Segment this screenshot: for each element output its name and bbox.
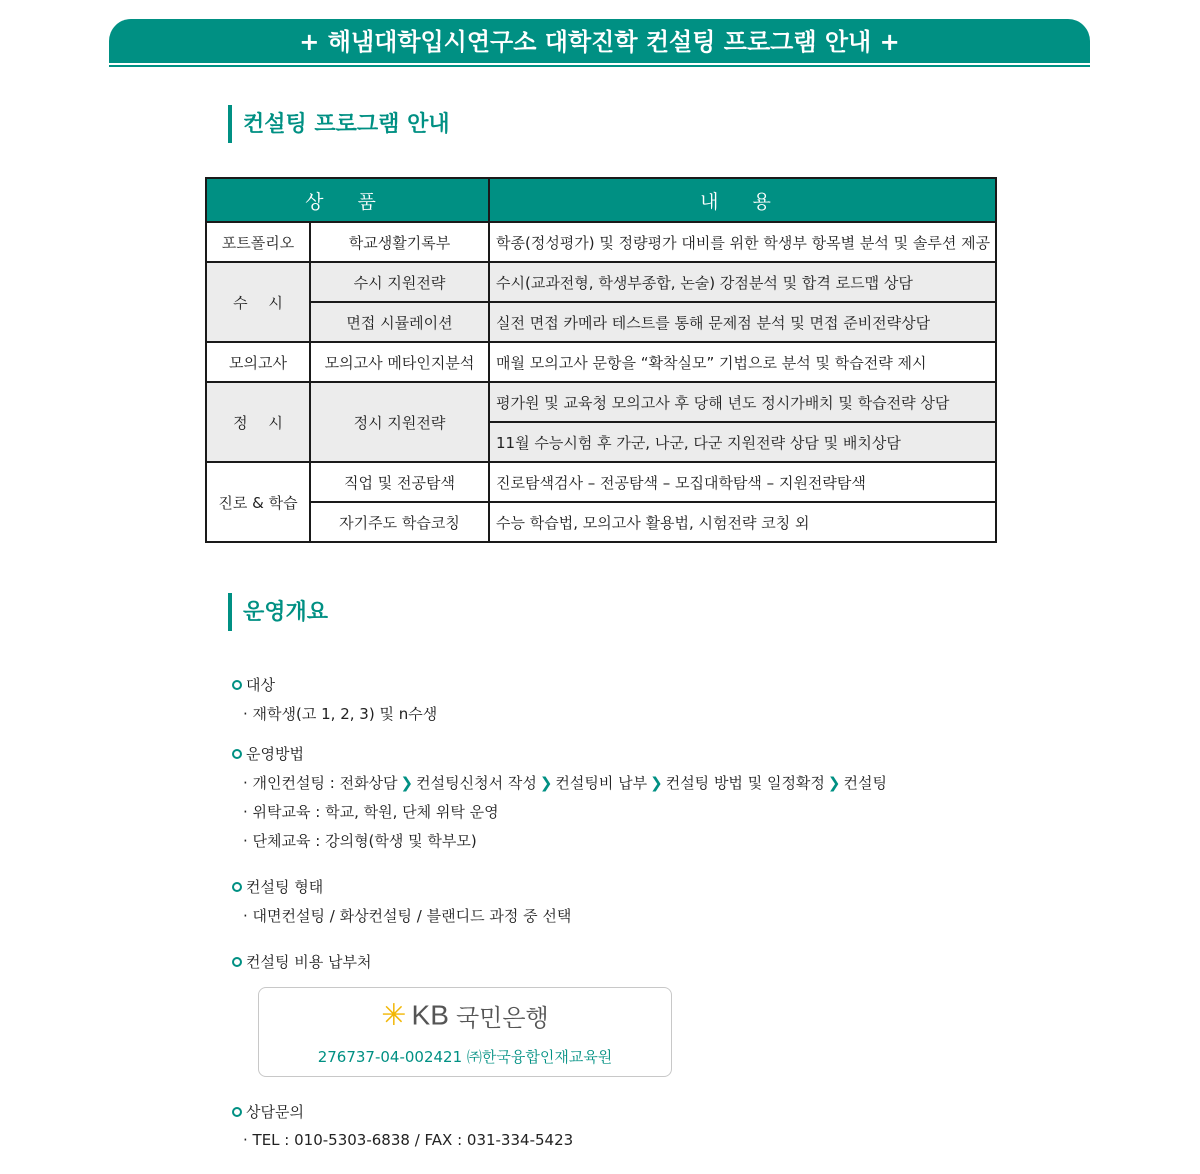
content-cell: 실전 면접 카메라 테스트를 통해 문제점 분석 및 면접 준비전략상담 xyxy=(489,302,996,342)
method-step: 컨설팅 방법 및 일정확정 xyxy=(665,774,825,792)
table-header-row xyxy=(206,178,996,222)
category-cell: 진로 & 학습 xyxy=(206,462,310,542)
method-item: · 위탁교육 : 학교, 학원, 단체 위탁 운영 xyxy=(243,803,499,821)
product-cell: 직업 및 전공탐색 xyxy=(310,462,489,502)
content-cell: 학종(정성평가) 및 정량평가 대비를 위한 학생부 항목별 분석 및 솔루션 제공 xyxy=(489,222,996,262)
method-label-text: 운영방법 xyxy=(246,745,304,763)
method-step: 컨설팅 xyxy=(843,774,887,792)
payment-label-text: 컨설팅 비용 납부처 xyxy=(246,953,372,971)
table-row xyxy=(206,262,996,302)
table-row xyxy=(206,342,996,382)
kb-logo-text: KB xyxy=(411,999,449,1031)
product-cell: 정시 지원전략 xyxy=(310,382,489,462)
account-number: 276737-04-002421 ㈜한국융합인재교육원 xyxy=(317,1048,613,1066)
table-row xyxy=(206,502,996,542)
table-row xyxy=(206,302,996,342)
content-cell: 수시(교과전형, 학생부종합, 논술) 강점분석 및 합격 로드맵 상담 xyxy=(489,262,996,302)
product-cell: 자기주도 학습코칭 xyxy=(310,502,489,542)
circle-bullet-icon xyxy=(232,957,242,967)
overview-contact-label xyxy=(232,1101,304,1122)
product-cell: 수시 지원전략 xyxy=(310,262,489,302)
overview-target-label xyxy=(232,674,275,695)
target-item: · 재학생(고 1, 2, 3) 및 n수생 xyxy=(243,705,438,723)
program-table xyxy=(205,177,997,543)
header-product: 상 품 xyxy=(206,178,489,222)
chevron-right-icon: ❯ xyxy=(539,774,553,792)
content-cell: 11월 수능시험 후 가군, 나군, 다군 지원전략 상담 및 배치상담 xyxy=(489,422,996,462)
circle-bullet-icon xyxy=(232,749,242,759)
table-row xyxy=(206,222,996,262)
individual-prefix: · 개인컨설팅 : xyxy=(243,774,340,792)
bank-name: 국민은행 xyxy=(455,1004,549,1032)
method-item: · 단체교육 : 강의형(학생 및 학부모) xyxy=(243,832,477,850)
form-label-text: 컨설팅 형태 xyxy=(246,878,324,896)
circle-bullet-icon xyxy=(232,1107,242,1117)
method-step: 전화상담 xyxy=(339,774,398,792)
product-cell: 면접 시뮬레이션 xyxy=(310,302,489,342)
chevron-right-icon: ❯ xyxy=(400,774,414,792)
chevron-right-icon: ❯ xyxy=(650,774,663,792)
category-cell: 포트폴리오 xyxy=(206,222,310,262)
target-label-text: 대상 xyxy=(246,676,275,694)
table-row xyxy=(206,462,996,502)
contact-label-text: 상담문의 xyxy=(246,1103,304,1121)
overview-payment-label xyxy=(232,951,371,972)
contact-item: · TEL : 010-5303-6838 / FAX : 031-334-5423 xyxy=(243,1131,574,1149)
section-title-overview: 운영개요 xyxy=(228,593,328,631)
table-row xyxy=(206,382,996,422)
overview-form-label xyxy=(232,876,323,897)
overview-method-label xyxy=(232,743,304,764)
content-cell: 평가원 및 교육청 모의고사 후 당해 년도 정시가배치 및 학습전략 상담 xyxy=(489,382,996,422)
method-step: 컨설팅비 납부 xyxy=(555,774,648,792)
kb-star-icon: ✳ xyxy=(381,998,407,1033)
header-content: 내 용 xyxy=(489,178,996,222)
product-cell: 모의고사 메타인지분석 xyxy=(310,342,489,382)
section-title-program: 컨설팅 프로그램 안내 xyxy=(228,105,450,143)
form-item: · 대면컨설팅 / 화상컨설팅 / 블랜디드 과정 중 선택 xyxy=(243,907,572,925)
page-banner: + 해냄대학입시연구소 대학진학 컨설팅 프로그램 안내 + xyxy=(109,19,1090,63)
method-step: 컨설팅신청서 작성 xyxy=(416,774,537,792)
bank-account-box xyxy=(258,987,672,1077)
banner-underline xyxy=(109,65,1090,67)
kb-bank-logo xyxy=(259,998,671,1033)
circle-bullet-icon xyxy=(232,882,242,892)
content-cell: 수능 학습법, 모의고사 활용법, 시험전략 코칭 외 xyxy=(489,502,996,542)
product-cell: 학교생활기록부 xyxy=(310,222,489,262)
category-cell: 모의고사 xyxy=(206,342,310,382)
content-cell: 진로탐색검사 – 전공탐색 – 모집대학탐색 – 지원전략탐색 xyxy=(489,462,996,502)
category-cell: 정 시 xyxy=(206,382,310,462)
circle-bullet-icon xyxy=(232,680,242,690)
category-cell: 수 시 xyxy=(206,262,310,342)
chevron-right-icon: ❯ xyxy=(827,774,841,792)
content-cell: 매월 모의고사 문항을 “확착실모” 기법으로 분석 및 학습전략 제시 xyxy=(489,342,996,382)
method-individual xyxy=(243,772,887,793)
